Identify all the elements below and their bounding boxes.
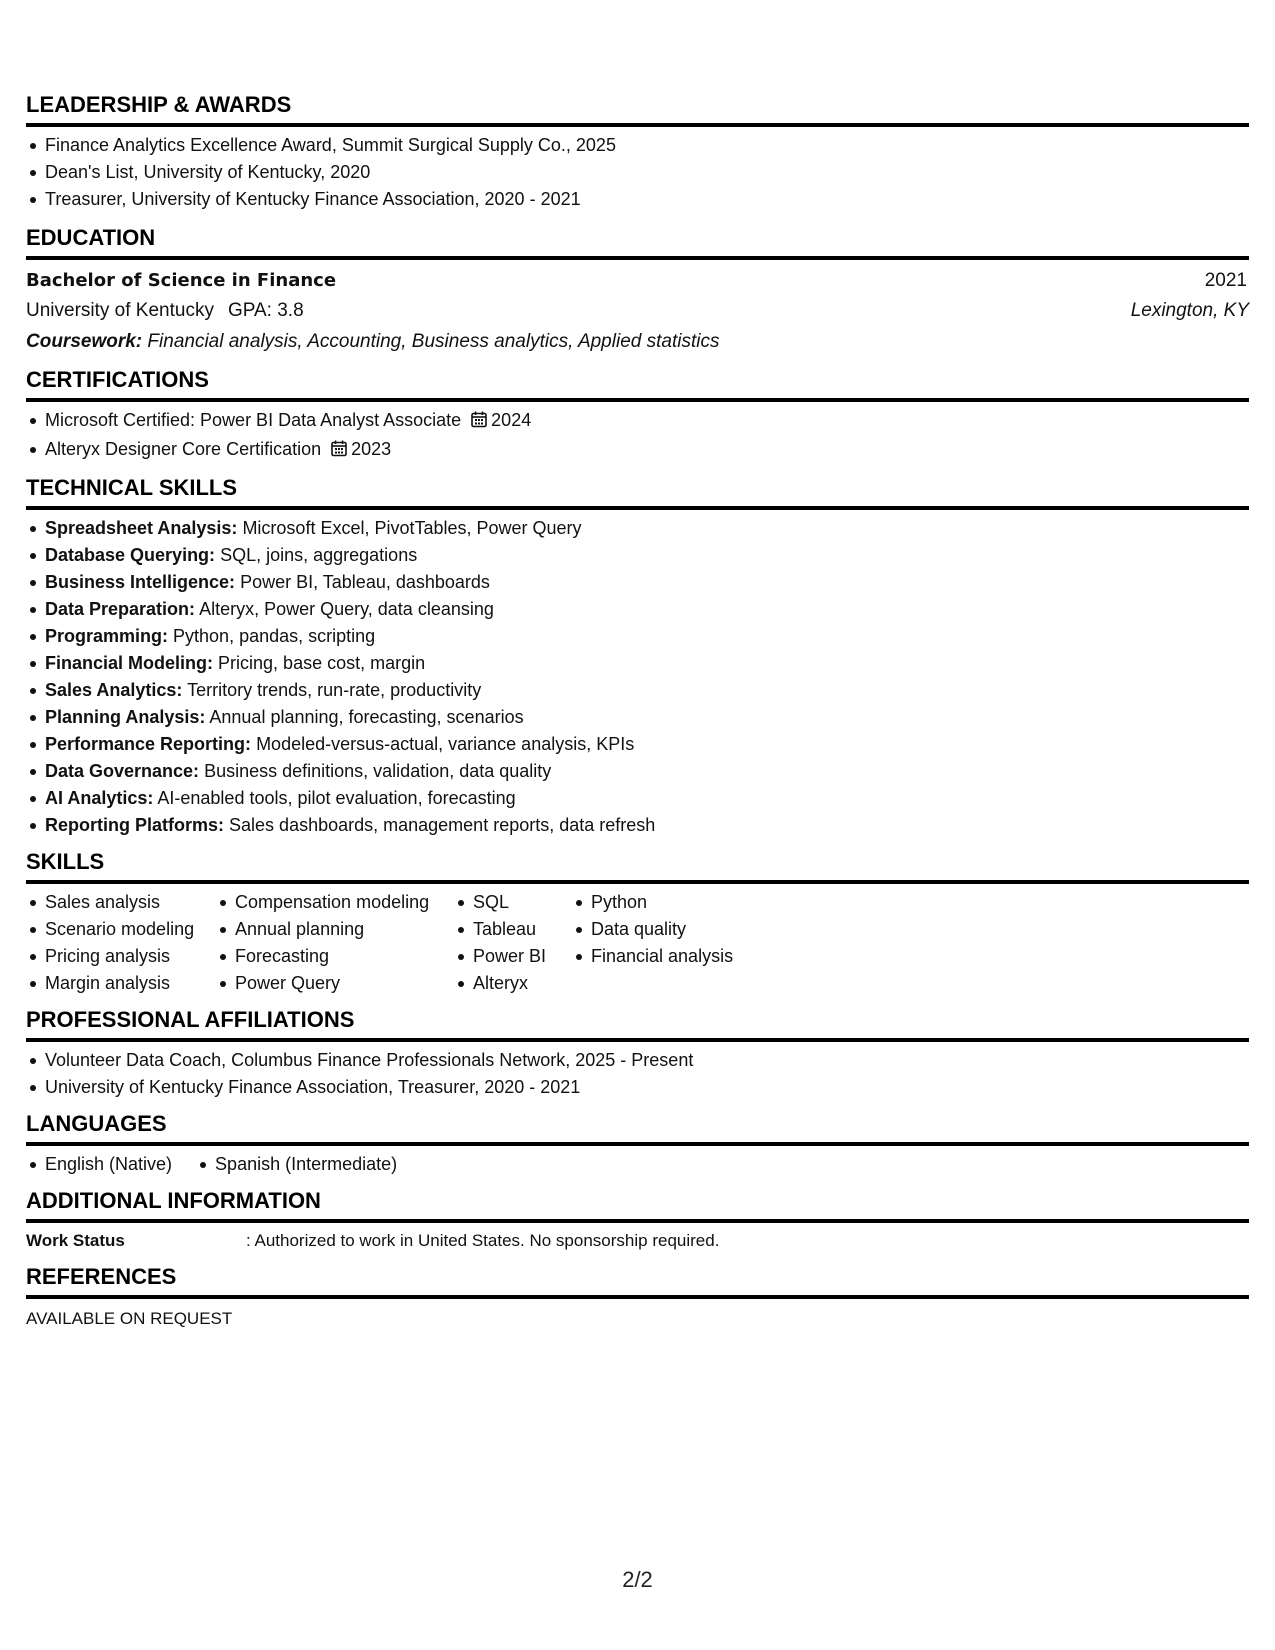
list-item: Scenario modeling <box>26 916 205 943</box>
references-text: AVAILABLE ON REQUEST <box>26 1309 233 1328</box>
calendar-icon <box>331 438 347 465</box>
list-item <box>26 704 1249 731</box>
certification-year: 2023 <box>351 439 392 459</box>
list-item <box>26 677 1249 704</box>
skill-label: Database Querying: <box>45 545 216 565</box>
list-item: Tableau <box>454 916 561 943</box>
coursework-list: Financial analysis, Accounting, Business analytics, Applied statistics <box>147 331 720 352</box>
list-item <box>26 623 1249 650</box>
calendar-icon <box>471 409 487 436</box>
certification-name: Alteryx Designer Core Certification <box>45 439 322 459</box>
skill-value: Territory trends, run-rate, productivity <box>187 680 482 700</box>
list-item: Python <box>572 889 733 916</box>
list-item: Spanish (Intermediate) <box>196 1151 397 1178</box>
list-item: Margin analysis <box>26 970 205 997</box>
graduation-year: 2021 <box>1204 270 1247 291</box>
languages-title: LANGUAGES <box>26 1111 1249 1146</box>
work-status-label: Work Status <box>26 1231 125 1250</box>
leadership-list <box>26 127 1249 213</box>
languages-list <box>26 1146 1249 1178</box>
list-item <box>26 650 1249 677</box>
skill-label: Programming: <box>45 626 169 646</box>
skills-column <box>216 889 443 997</box>
list-item: Power BI <box>454 943 561 970</box>
technical-skills-title: TECHNICAL SKILLS <box>26 475 1249 510</box>
list-item: Data quality <box>572 916 733 943</box>
list-item: Compensation modeling <box>216 889 443 916</box>
affiliations-section <box>26 1007 1249 1101</box>
list-item <box>26 515 1249 542</box>
list-item: Alteryx <box>454 970 561 997</box>
skill-value: Power BI, Tableau, dashboards <box>240 572 490 592</box>
additional-info-title: ADDITIONAL INFORMATION <box>26 1188 1249 1223</box>
list-item: Dean's List, University of Kentucky, 2020 <box>26 159 1249 186</box>
skill-value: Alteryx, Power Query, data cleansing <box>199 599 494 619</box>
list-item: Pricing analysis <box>26 943 205 970</box>
coursework-label: Coursework: <box>26 331 143 352</box>
skills-column <box>572 889 733 997</box>
list-item <box>26 436 1249 465</box>
list-item: Financial analysis <box>572 943 733 970</box>
education-title: EDUCATION <box>26 225 1249 260</box>
certifications-list <box>26 402 1249 465</box>
list-item: Sales analysis <box>26 889 205 916</box>
education-section <box>26 225 1249 357</box>
certifications-section <box>26 367 1249 465</box>
list-item: Power Query <box>216 970 443 997</box>
skill-value: Business definitions, validation, data quality <box>204 761 552 781</box>
skill-value: Pricing, base cost, margin <box>218 653 426 673</box>
skills-section <box>26 849 1249 997</box>
skill-label: Financial Modeling: <box>45 653 214 673</box>
technical-skills-section <box>26 475 1249 839</box>
additional-info-section <box>26 1188 1249 1254</box>
skill-label: Spreadsheet Analysis: <box>45 518 238 538</box>
page-indicator: 2/2 <box>622 1567 653 1592</box>
skill-value: Sales dashboards, management reports, data refresh <box>229 815 656 835</box>
list-item: English (Native) <box>26 1151 172 1178</box>
work-status-value: : Authorized to work in United States. No sponsorship required. <box>246 1231 720 1250</box>
gpa: GPA: 3.8 <box>227 300 304 321</box>
education-entry <box>26 260 1249 357</box>
certification-year: 2024 <box>491 410 532 430</box>
affiliations-title: PROFESSIONAL AFFILIATIONS <box>26 1007 1249 1042</box>
technical-skills-list <box>26 510 1249 839</box>
references-section <box>26 1264 1249 1332</box>
school-location: Lexington, KY <box>1130 300 1249 321</box>
affiliations-list <box>26 1042 1249 1101</box>
list-item <box>26 596 1249 623</box>
list-item <box>26 542 1249 569</box>
skill-label: Reporting Platforms: <box>45 815 225 835</box>
languages-section <box>26 1111 1249 1178</box>
skill-value: AI-enabled tools, pilot evaluation, forecasting <box>157 788 516 808</box>
skill-value: Python, pandas, scripting <box>173 626 376 646</box>
skill-value: Modeled-versus-actual, variance analysis, KPIs <box>256 734 635 754</box>
certifications-title: CERTIFICATIONS <box>26 367 1249 402</box>
leadership-section <box>26 92 1249 213</box>
school-name: University of Kentucky <box>26 300 214 321</box>
skill-label: Data Preparation: <box>45 599 196 619</box>
skill-label: Sales Analytics: <box>45 680 183 700</box>
skills-columns <box>26 884 1249 997</box>
skill-value: Annual planning, forecasting, scenarios <box>209 707 524 727</box>
skill-label: AI Analytics: <box>45 788 154 808</box>
degree: Bachelor of Science in Finance <box>26 270 337 291</box>
list-item <box>26 812 1249 839</box>
skill-label: Planning Analysis: <box>45 707 206 727</box>
references-title: REFERENCES <box>26 1264 1249 1299</box>
list-item: Volunteer Data Coach, Columbus Finance Professionals Network, 2025 - Present <box>26 1047 1249 1074</box>
coursework <box>26 326 1249 357</box>
list-item: University of Kentucky Finance Association, Treasurer, 2020 - 2021 <box>26 1074 1249 1101</box>
work-status-row <box>26 1223 1249 1254</box>
skills-title: SKILLS <box>26 849 1249 884</box>
resume-content <box>26 92 1249 1332</box>
list-item: Finance Analytics Excellence Award, Summit Surgical Supply Co., 2025 <box>26 132 1249 159</box>
list-item: Treasurer, University of Kentucky Finance Association, 2020 - 2021 <box>26 186 1249 213</box>
certification-name: Microsoft Certified: Power BI Data Analyst Associate <box>45 410 462 430</box>
list-item: SQL <box>454 889 561 916</box>
skills-column <box>26 889 205 997</box>
skill-label: Performance Reporting: <box>45 734 252 754</box>
list-item: Forecasting <box>216 943 443 970</box>
skill-label: Data Governance: <box>45 761 200 781</box>
list-item <box>26 569 1249 596</box>
skills-column <box>454 889 561 997</box>
list-item <box>26 731 1249 758</box>
skill-value: Microsoft Excel, PivotTables, Power Query <box>242 518 582 538</box>
list-item <box>26 785 1249 812</box>
leadership-title: LEADERSHIP & AWARDS <box>26 92 1249 127</box>
list-item: Annual planning <box>216 916 443 943</box>
skill-value: SQL, joins, aggregations <box>220 545 418 565</box>
list-item <box>26 407 1249 436</box>
list-item <box>26 758 1249 785</box>
skill-label: Business Intelligence: <box>45 572 236 592</box>
